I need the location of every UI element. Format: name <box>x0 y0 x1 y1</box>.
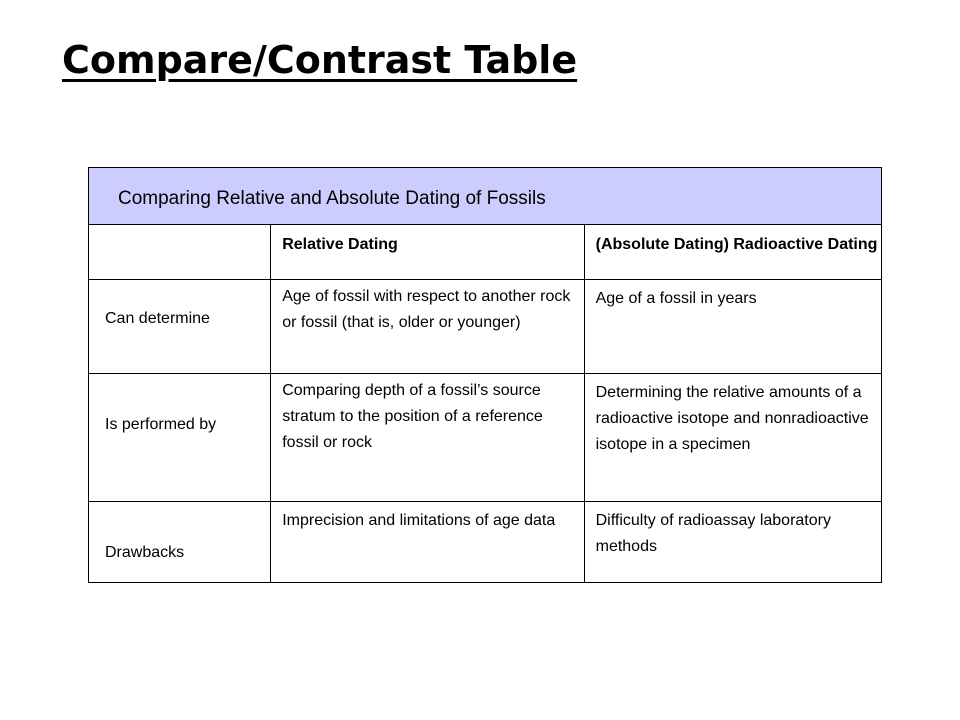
table-caption-cell <box>89 168 882 225</box>
table-caption: Comparing Relative and Absolute Dating of Fossils <box>118 188 546 209</box>
header-relative-dating: Relative Dating <box>282 236 398 253</box>
comparison-table <box>88 167 882 583</box>
absolute-value: Determining the relative amounts of a radioactive isotope and nonradioactive isotope in a specimen <box>595 384 869 453</box>
relative-value: Age of fossil with respect to another rock or fossil (that is, older or younger) <box>282 288 571 331</box>
absolute-value: Difficulty of radioassay laboratory methods <box>595 512 831 555</box>
absolute-cell <box>584 502 881 583</box>
header-absolute-cell <box>584 225 881 280</box>
table-header-row <box>89 225 882 280</box>
row-label: Is performed by <box>105 416 217 433</box>
absolute-cell <box>584 374 881 502</box>
header-label-cell <box>89 225 271 280</box>
header-label <box>89 225 270 233</box>
row-label: Drawbacks <box>105 544 185 561</box>
relative-value: Imprecision and limitations of age data <box>282 512 556 529</box>
header-relative-cell <box>271 225 584 280</box>
row-label-cell <box>89 280 271 374</box>
row-label-cell <box>89 374 271 502</box>
row-label-cell <box>89 502 271 583</box>
table-row <box>89 280 882 374</box>
relative-cell <box>271 280 584 374</box>
relative-cell <box>271 502 584 583</box>
slide-title: Compare/Contrast Table <box>62 38 578 82</box>
relative-value: Comparing depth of a fossil’s source stratum to the position of a reference fossil or rock <box>282 382 543 451</box>
absolute-value: Age of a fossil in years <box>595 290 757 307</box>
table-row <box>89 374 882 502</box>
table-caption-row <box>89 168 882 225</box>
row-label: Can determine <box>105 310 210 327</box>
table-row <box>89 502 882 583</box>
absolute-cell <box>584 280 881 374</box>
relative-cell <box>271 374 584 502</box>
header-absolute-dating: (Absolute Dating) Radioactive Dating <box>595 236 878 253</box>
